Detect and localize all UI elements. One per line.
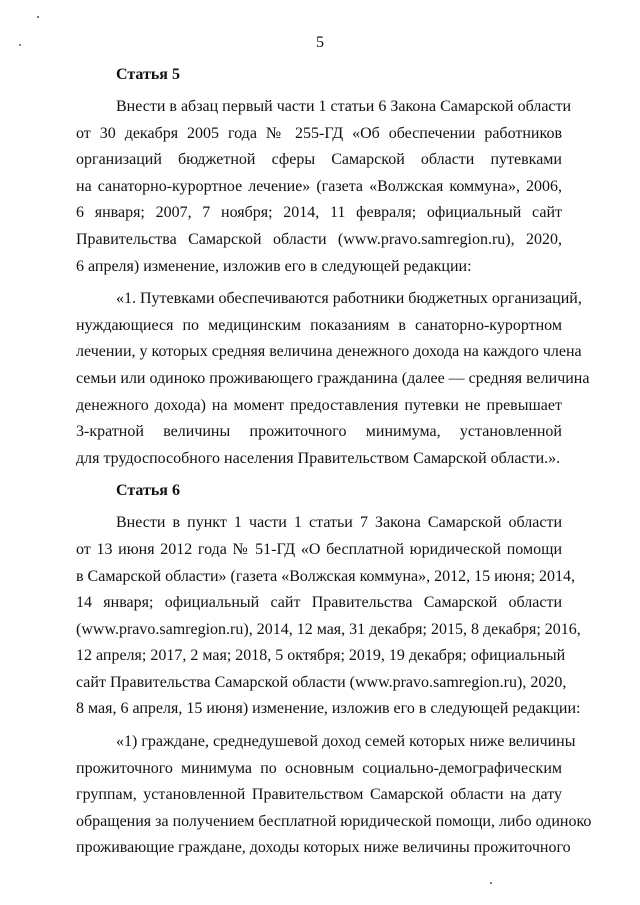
text-line: проживающие граждане, доходы которых ниже величины прожиточного <box>76 839 571 857</box>
text-line: в Самарской области» (газета «Волжская коммуна», 2012, 15 июня; 2014, <box>76 567 576 585</box>
text-line: организаций бюджетной сферы Самарской области путевками <box>76 151 562 169</box>
text-line: нуждающиеся по медицинским показаниям в санаторно-курортном <box>76 316 562 334</box>
text-line: для трудоспособного населения Правительством Самарской области.». <box>76 449 561 467</box>
text-line: прожиточного минимума по основным социально-демографическим <box>76 759 562 777</box>
text-line: 14 января; официальный сайт Правительства Самарской области <box>76 594 562 612</box>
text-line: Правительства Самарской области (www.pravo.samregion.ru), 2020, <box>76 230 562 248</box>
text-line: Внести в абзац первый части 1 статьи 6 Закона Самарской области <box>116 98 572 115</box>
text-line: 8 мая, 6 апреля, 15 июня) изменение, изложив его в следующей редакции: <box>76 700 581 718</box>
text-line: группам, установленной Правительством Самарской области на дату <box>76 786 562 804</box>
text-line: 12 апреля; 2017, 2 мая; 2018, 5 октября; 2019, 19 декабря; официальный <box>76 647 566 665</box>
article-6-paragraph-1 <box>76 510 581 723</box>
text-line: «1) граждане, среднедушевой доход семей которых ниже величины <box>116 733 576 751</box>
text-line: обращения за получением бесплатной юридической помощи, либо одиноко <box>76 812 592 830</box>
article-6-heading: Статья 6 <box>116 482 180 500</box>
text-line: (www.pravo.samregion.ru), 2014, 12 мая, 31 декабря; 2015, 8 декабря; 2016, <box>76 620 581 638</box>
text-line: семьи или одиноко проживающего гражданина (далее — средняя величина <box>76 369 590 387</box>
page-number: 5 <box>316 34 324 51</box>
text-line: «1. Путевками обеспечиваются работники бюджетных организаций, <box>116 290 582 308</box>
article-5-paragraph-1 <box>76 94 572 280</box>
text-line: на санаторно-курортное лечение» (газета «Волжская коммуна», 2006, <box>76 177 562 195</box>
scan-speck <box>19 44 21 46</box>
document-body <box>76 62 592 868</box>
text-line: 6 января; 2007, 7 ноября; 2014, 11 февраля; официальный сайт <box>76 204 562 222</box>
text-line: от 13 июня 2012 года № 51-ГД «О бесплатной юридической помощи <box>76 540 562 558</box>
article-5-heading: Статья 5 <box>116 66 180 83</box>
article-6-paragraph-2 <box>76 729 592 862</box>
text-line: сайт Правительства Самарской области (www.pravo.samregion.ru), 2020, <box>76 673 567 691</box>
text-line: лечении, у которых средняя величина денежного дохода на каждого члена <box>76 343 582 361</box>
text-line: 6 апреля) изменение, изложив его в следующей редакции: <box>76 257 472 275</box>
text-line: от 30 декабря 2005 года № 255-ГД «Об обеспечении работников <box>76 124 562 142</box>
scan-speck <box>37 16 39 18</box>
text-line: Внести в пункт 1 части 1 статьи 7 Закона Самарской области <box>116 514 562 532</box>
text-line: денежного дохода) на момент предоставления путевки не превышает <box>76 396 562 414</box>
article-5-paragraph-2 <box>76 286 590 472</box>
scan-speck <box>490 882 492 884</box>
text-line: 3-кратной величины прожиточного минимума, установленной <box>76 423 562 441</box>
